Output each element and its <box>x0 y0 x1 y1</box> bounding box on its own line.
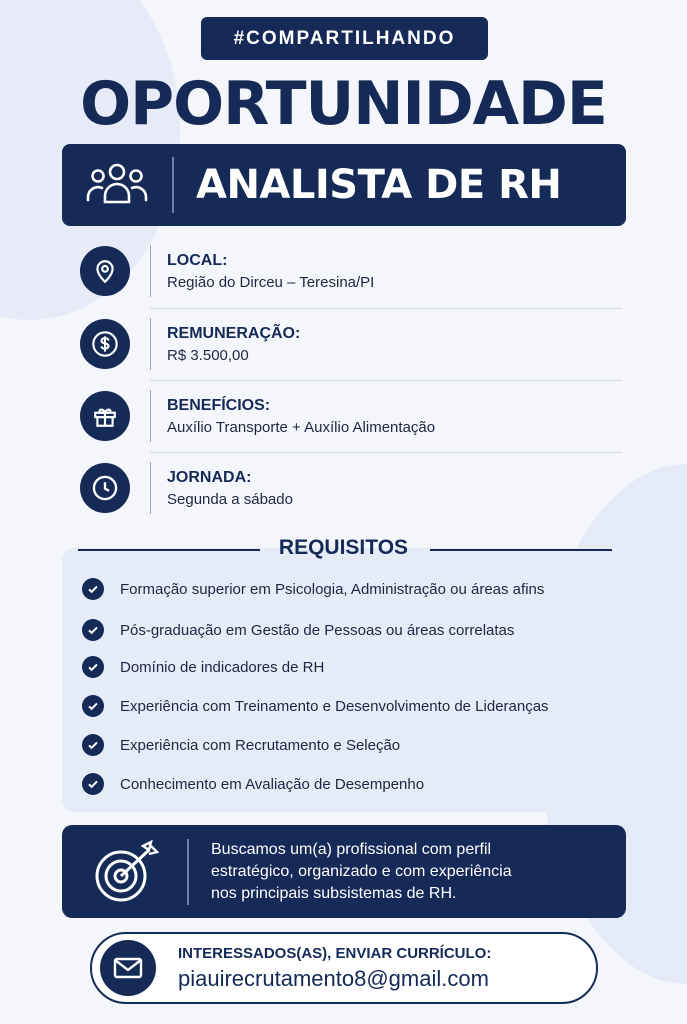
requirement-text: Pós-graduação em Gestão de Pessoas ou áreas correlatas <box>120 621 515 639</box>
requirement-item <box>82 694 549 718</box>
requirements-heading: REQUISITOS <box>278 536 409 559</box>
clock-icon <box>80 463 130 513</box>
info-value: Auxílio Transporte + Auxílio Alimentação <box>167 418 436 436</box>
requirement-text: Formação superior em Psicologia, Administração ou áreas afins <box>120 580 545 598</box>
info-row-beneficios <box>62 380 622 452</box>
info-value: Segunda a sábado <box>167 490 293 508</box>
check-icon <box>82 734 104 756</box>
info-row-local <box>62 235 622 307</box>
row-divider <box>150 462 151 514</box>
target-icon <box>62 840 187 904</box>
info-row-remuneracao <box>62 308 622 380</box>
check-icon <box>82 578 104 600</box>
requirement-item <box>82 655 324 679</box>
info-label: BENEFÍCIOS: <box>167 396 271 414</box>
page-title: OPORTUNIDADE <box>80 69 607 139</box>
hashtag-badge: #COMPARTILHANDO <box>201 17 488 60</box>
check-icon <box>82 695 104 717</box>
mail-icon <box>100 940 156 996</box>
requirement-item <box>82 772 424 796</box>
location-pin-icon <box>80 246 130 296</box>
contact-label: INTERESSADOS(AS), ENVIAR CURRÍCULO: <box>178 944 492 962</box>
check-icon <box>82 773 104 795</box>
requirement-text: Domínio de indicadores de RH <box>120 658 325 676</box>
row-divider <box>150 390 151 442</box>
info-value: R$ 3.500,00 <box>167 346 249 364</box>
contact-email[interactable]: piauirecrutamento8@gmail.com <box>178 965 489 991</box>
profile-banner <box>62 825 626 918</box>
banner-divider <box>187 839 189 905</box>
info-label: REMUNERAÇÃO: <box>167 324 301 342</box>
check-icon <box>82 656 104 678</box>
requirement-text: Experiência com Recrutamento e Seleção <box>120 736 401 754</box>
info-label: JORNADA: <box>167 468 252 486</box>
info-value: Região do Dirceu – Teresina/PI <box>167 273 375 291</box>
profile-text-line: estratégico, organizado e com experiência <box>211 862 512 880</box>
profile-text-line: Buscamos um(a) profissional com perfil <box>211 840 492 858</box>
info-label: LOCAL: <box>167 251 228 269</box>
job-title-banner <box>62 144 626 226</box>
info-row-jornada <box>62 452 622 524</box>
check-icon <box>82 619 104 641</box>
people-group-icon <box>62 144 172 226</box>
row-divider <box>150 318 151 370</box>
requirement-text: Experiência com Treinamento e Desenvolvimento de Lideranças <box>120 697 549 715</box>
contact-box <box>90 932 598 1004</box>
requirement-item <box>82 577 544 601</box>
requirement-item <box>82 733 400 757</box>
job-title: ANALISTA DE RH <box>196 162 562 208</box>
requirement-item <box>82 618 514 642</box>
gift-icon <box>80 391 130 441</box>
dollar-icon <box>80 319 130 369</box>
requirement-text: Conhecimento em Avaliação de Desempenho <box>120 775 425 793</box>
profile-text-line: nos principais subsistemas de RH. <box>211 884 457 902</box>
row-divider <box>150 245 151 297</box>
